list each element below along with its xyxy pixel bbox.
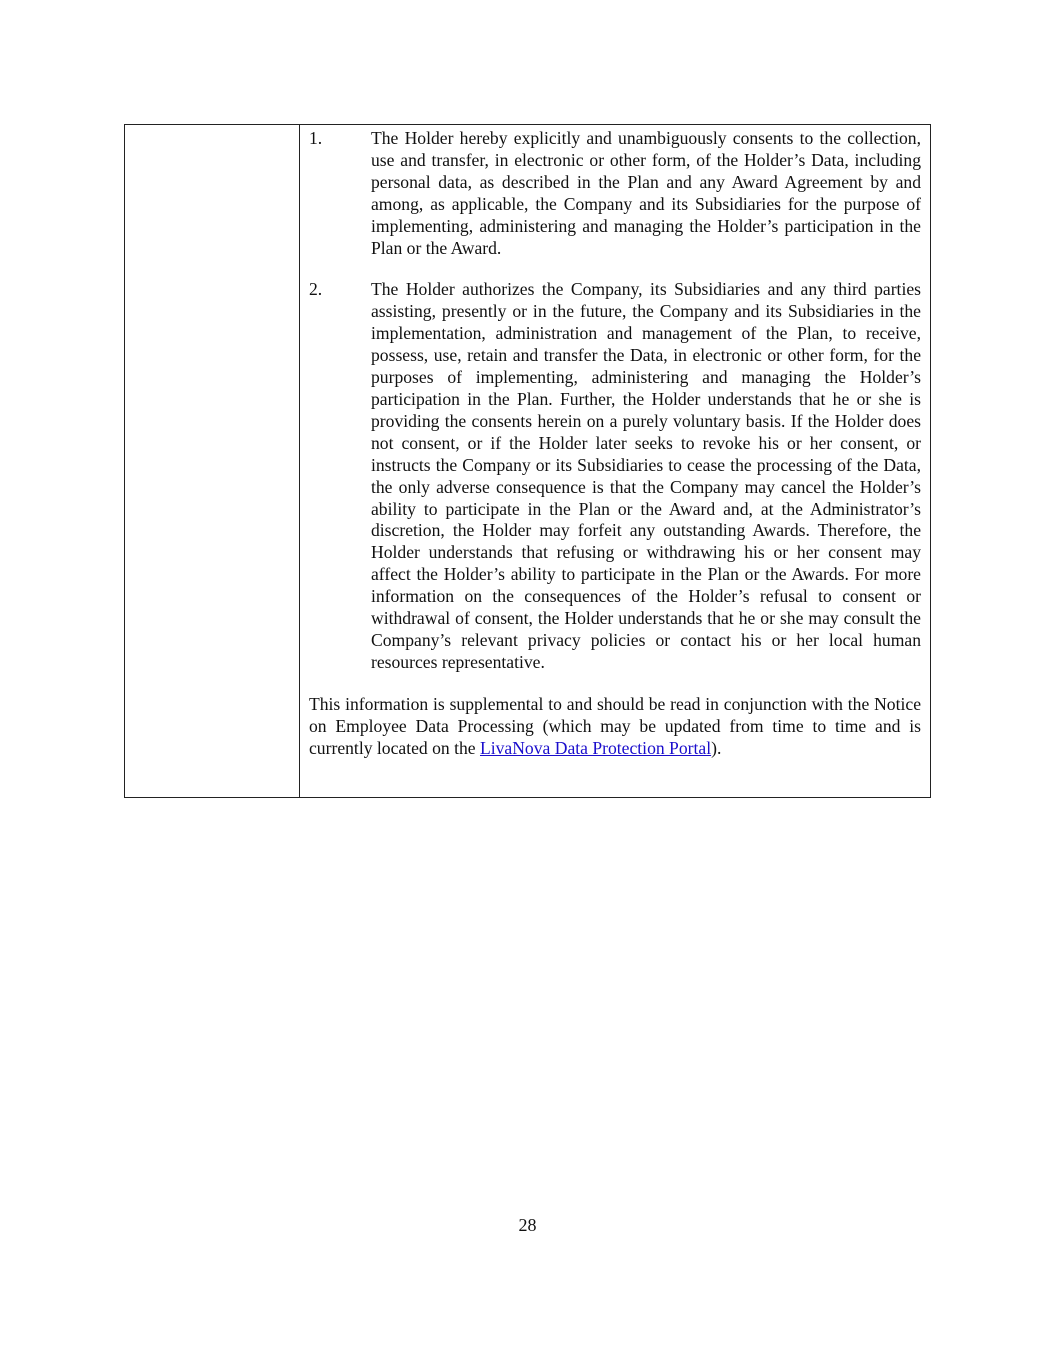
list-item [309, 128, 921, 259]
list-item-text: The Holder hereby explicitly and unambiguously consents to the collection, use and transfer, in electronic or other form, of the Holder’s Data, including personal data, as described in the Plan and any Award Agreement by and among, as applicable, the Company and its Subsidiaries for the purpose of implementing, administering and managing the Holder’s participation in the Plan or the Award. [371, 128, 921, 258]
document-table [124, 124, 931, 798]
closing-paragraph [309, 694, 921, 760]
list-item [309, 279, 921, 673]
table-right-cell [300, 125, 930, 797]
list-item-number: 2. [309, 279, 323, 300]
closing-text-end: ). [711, 737, 722, 758]
list-item-text: The Holder authorizes the Company, its Subsidiaries and any third parties assisting, presently or in the future, the Company and its Subsidiaries in the implementation, administration and management of the Plan, to receive, possess, use, retain and transfer the Data, in electronic or other form, for the purposes of implementing, administering and managing the Holder’s participation in the Plan. Further, the Holder understands that he or she is providing the consents herein on a purely voluntary basis. If the Holder does not consent, or if the Holder later seeks to revoke his or her consent, or instructs the Company or its Subsidiaries to cease the processing of the Data, the only adverse consequence is that the Company may cancel the Holder’s ability to participate in the Plan or the Award and, at the Administrator’s discretion, the Holder may forfeit any outstanding Awards. Therefore, the Holder understands that refusing or withdrawing his or her consent may affect the Holder’s ability to participate in the Plan or the Awards. For more information on the consequences of the Holder’s refusal to consent or withdrawal of consent, the Holder understands that he or she may consult the Company’s relevant privacy policies or contact his or her local human resources representative. [371, 279, 921, 672]
table-left-cell [125, 125, 300, 797]
page-number: 28 [518, 1215, 537, 1235]
closing-text: This information is supplemental to and should be read in conjunction with the Notice on Employee Data Processing (which may be updated from time to time and is currently located on the [309, 693, 921, 758]
data-protection-portal-link[interactable]: LivaNova Data Protection Portal [479, 737, 712, 758]
list-item-number: 1. [309, 128, 323, 148]
